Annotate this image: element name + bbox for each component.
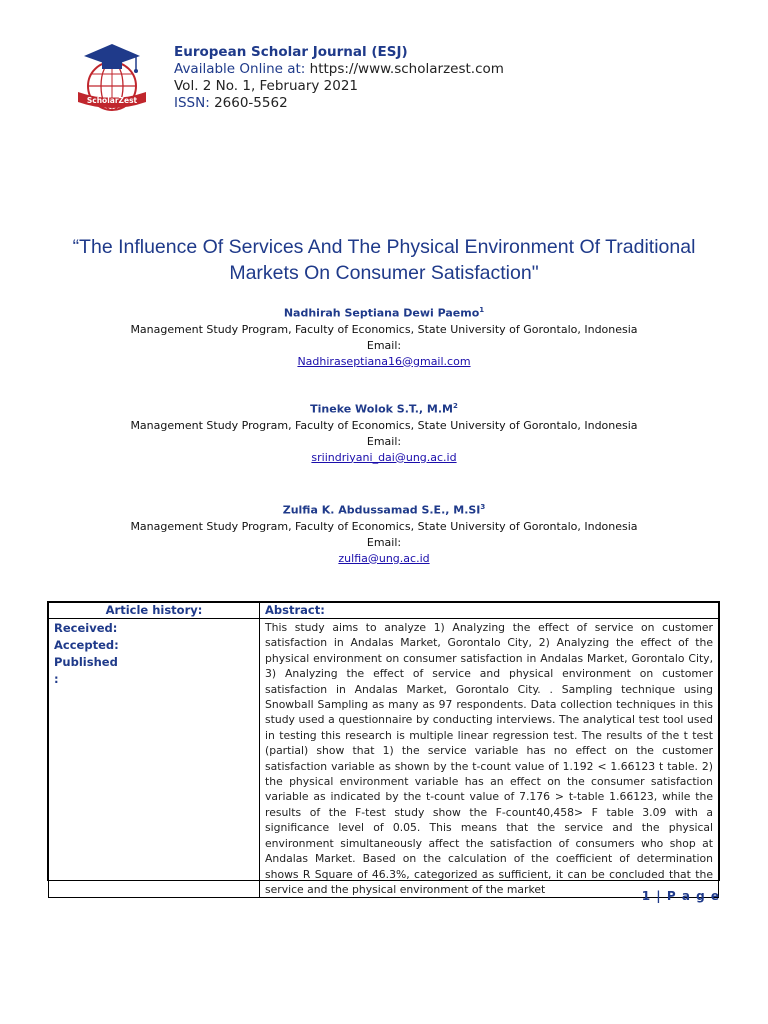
- issn-line: [174, 95, 504, 112]
- published-label: Published: [54, 655, 118, 669]
- issn-value: 2660-5562: [214, 95, 288, 111]
- author-block: [0, 398, 768, 466]
- page-word: P a g e: [666, 889, 720, 903]
- author-name: Nadhirah Septiana Dewi Paemo$^1$: [283, 306, 485, 320]
- logo-text: ScholarZest: [86, 96, 138, 105]
- journal-name: European Scholar Journal (ESJ): [174, 44, 408, 60]
- abstract-header: Abstract:: [260, 603, 719, 619]
- author-affiliation: Management Study Program, Faculty of Economics, State University of Gorontalo, Indonesia: [130, 519, 638, 533]
- article-history-header: Article history:: [49, 603, 260, 619]
- journal-header: [174, 44, 504, 112]
- author-name: Zulfia K. Abdussamad S.E., $M.SI^3$: [282, 503, 486, 517]
- paper-title: [30, 234, 738, 286]
- author-name: Tineke Wolok S.T., $M.M^2$: [310, 402, 458, 416]
- page-separator: |: [656, 889, 662, 903]
- abstract-text: This study aims to analyze 1) Analyzing the effect of service on customer satisfaction in Andalas Market, Gorontalo City, 2) Analyzing the effect of the physical environment on consumer satisfaction in Andalas Market, Gorontalo City, 3) Analyzing the effect of service and physical environment on customer satisfaction in Andalas Market, Gorontalo City. . Sampling technique using Snowball Sampling as many as 97 respondents. Data collection techniques in this study used a questionnaire by conducting interviews. The analytical test tool used in testing this research is multiple linear regression test. The results of the t test (partial) show that 1) the service variable has no effect on the customer satisfaction variable as shown by the t-count value of 1.192 < 1.66123 t table. 2) the physical environment variable has an effect on the consumer satisfaction variable as indicated by the t-count value of 7.176 > t-table 1.66123, while the results of the F-test study show the F-count40,458> F table 3.09 with a significance level of 0.05. This means that the service and the physical environment simultaneously affect the satisfaction of consumers who shop at Andalas Market. Based on the calculation of the coefficient of determination shows R Square of 46.3%, categorized as sufficient, it can be concluded that the service and the physical environment of the market: [260, 619, 719, 898]
- author-block: [0, 302, 768, 370]
- title-line-1: “The Influence Of Services And The Physical Environment Of Traditional: [72, 236, 696, 258]
- volume-info: Vol. 2 No. 1, February 2021: [174, 78, 359, 94]
- email-label: Email:: [366, 338, 402, 352]
- author-affiliation: Management Study Program, Faculty of Economics, State University of Gorontalo, Indonesia: [130, 418, 638, 432]
- scholarzest-logo: [64, 40, 160, 120]
- author-affiliation: Management Study Program, Faculty of Economics, State University of Gorontalo, Indonesia: [130, 322, 638, 336]
- author-block: [0, 499, 768, 567]
- title-line-2: Markets On Consumer Satisfaction": [229, 262, 539, 284]
- author-email-link[interactable]: Nadhiraseptiana16@gmail.com: [297, 354, 471, 368]
- accepted-label: Accepted:: [54, 638, 119, 652]
- author-email-link[interactable]: sriindriyani_dai@ung.ac.id: [311, 450, 457, 464]
- available-line: [174, 61, 504, 78]
- issn-label: ISSN:: [174, 95, 210, 111]
- page-number-value: 1: [641, 889, 652, 903]
- available-url[interactable]: https://www.scholarzest.com: [309, 61, 504, 77]
- published-colon: :: [54, 672, 59, 686]
- page-number: [642, 889, 720, 903]
- email-label: Email:: [366, 434, 402, 448]
- article-history-cell: [49, 619, 260, 898]
- received-label: Received:: [54, 621, 118, 635]
- email-label: Email:: [366, 535, 402, 549]
- author-email-link[interactable]: zulfia@ung.ac.id: [338, 551, 430, 565]
- available-label: Available Online at:: [174, 61, 306, 77]
